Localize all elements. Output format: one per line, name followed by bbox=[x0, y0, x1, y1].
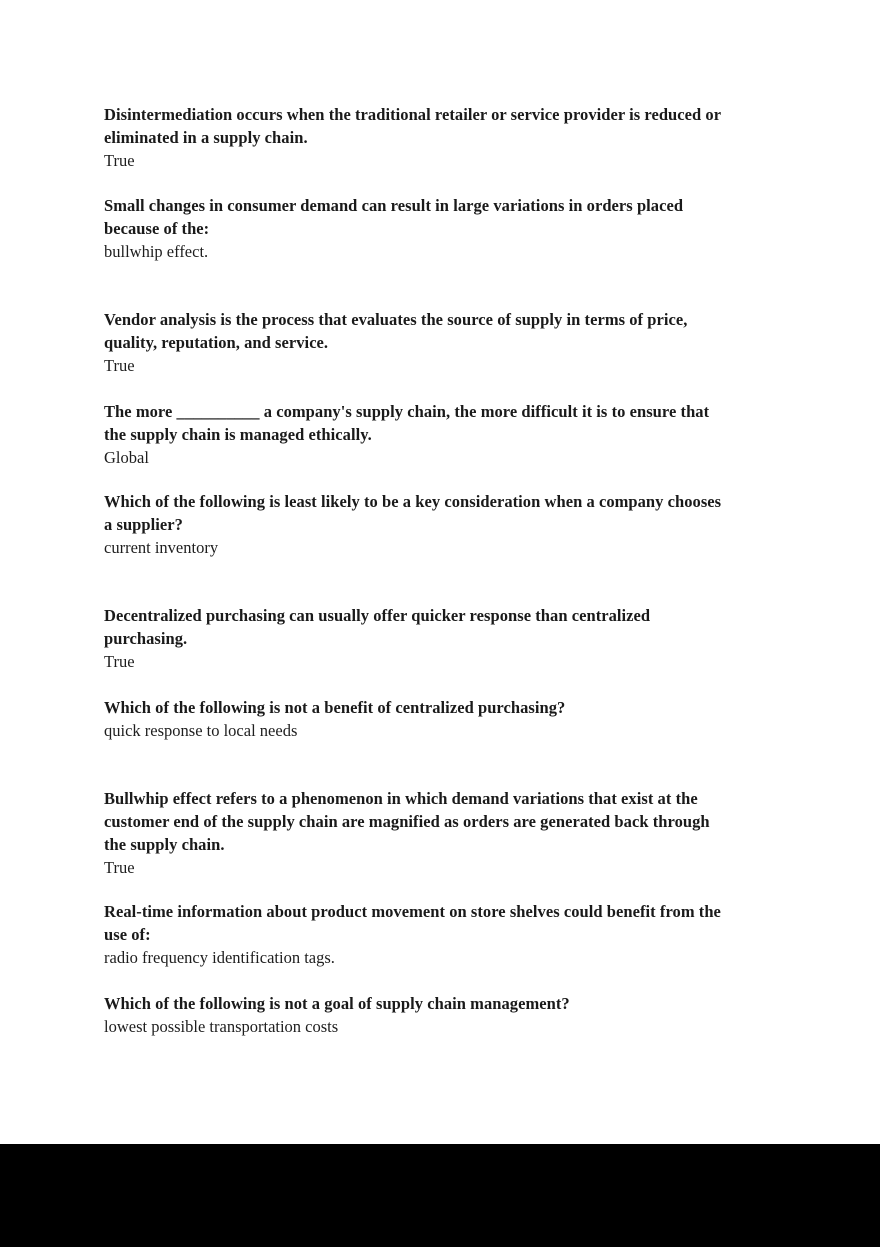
qa-item bbox=[104, 604, 764, 673]
qa-item bbox=[104, 992, 764, 1038]
question-line: use of: bbox=[104, 925, 151, 944]
question-line: because of the: bbox=[104, 219, 210, 238]
qa-item bbox=[104, 308, 764, 377]
qa-item bbox=[104, 787, 764, 879]
question-line: eliminated in a supply chain. bbox=[104, 128, 308, 147]
question-line: the supply chain is managed ethically. bbox=[104, 425, 372, 444]
question-line: Which of the following is least likely to be a key consideration when a company chooses bbox=[104, 492, 722, 511]
question-line: Real-time information about product movement on store shelves could benefit from the bbox=[104, 902, 721, 921]
question-line: a supplier? bbox=[104, 515, 183, 534]
answer: quick response to local needs bbox=[104, 721, 298, 740]
qa-item bbox=[104, 194, 764, 263]
qa-item bbox=[104, 400, 764, 469]
qa-item bbox=[104, 490, 764, 559]
answer: Global bbox=[104, 448, 149, 467]
question-line: Small changes in consumer demand can result in large variations in orders placed bbox=[104, 196, 684, 215]
answer: radio frequency identification tags. bbox=[104, 948, 335, 967]
answer: True bbox=[104, 356, 135, 375]
answer: True bbox=[104, 858, 135, 877]
question-line: the supply chain. bbox=[104, 835, 225, 854]
question-line: purchasing. bbox=[104, 629, 188, 648]
answer: bullwhip effect. bbox=[104, 242, 209, 261]
question-line: The more __________ a company's supply chain, the more difficult it is to ensure that bbox=[104, 402, 710, 421]
answer: True bbox=[104, 652, 135, 671]
question-line: quality, reputation, and service. bbox=[104, 333, 329, 352]
answer: lowest possible transportation costs bbox=[104, 1017, 339, 1036]
qa-item bbox=[104, 696, 764, 742]
question-line: Decentralized purchasing can usually offer quicker response than centralized bbox=[104, 606, 651, 625]
answer: True bbox=[104, 151, 135, 170]
question-line: Which of the following is not a benefit of centralized purchasing? bbox=[104, 698, 566, 717]
qa-item bbox=[104, 103, 764, 172]
question-line: Which of the following is not a goal of supply chain management? bbox=[104, 994, 570, 1013]
answer: current inventory bbox=[104, 538, 219, 557]
question-line: Vendor analysis is the process that evaluates the source of supply in terms of price, bbox=[104, 310, 688, 329]
bottom-black-band bbox=[0, 1144, 880, 1247]
question-line: Disintermediation occurs when the traditional retailer or service provider is reduced or bbox=[104, 105, 722, 124]
question-line: customer end of the supply chain are magnified as orders are generated back through bbox=[104, 812, 710, 831]
question-line: Bullwhip effect refers to a phenomenon in which demand variations that exist at the bbox=[104, 789, 698, 808]
qa-item bbox=[104, 900, 764, 969]
